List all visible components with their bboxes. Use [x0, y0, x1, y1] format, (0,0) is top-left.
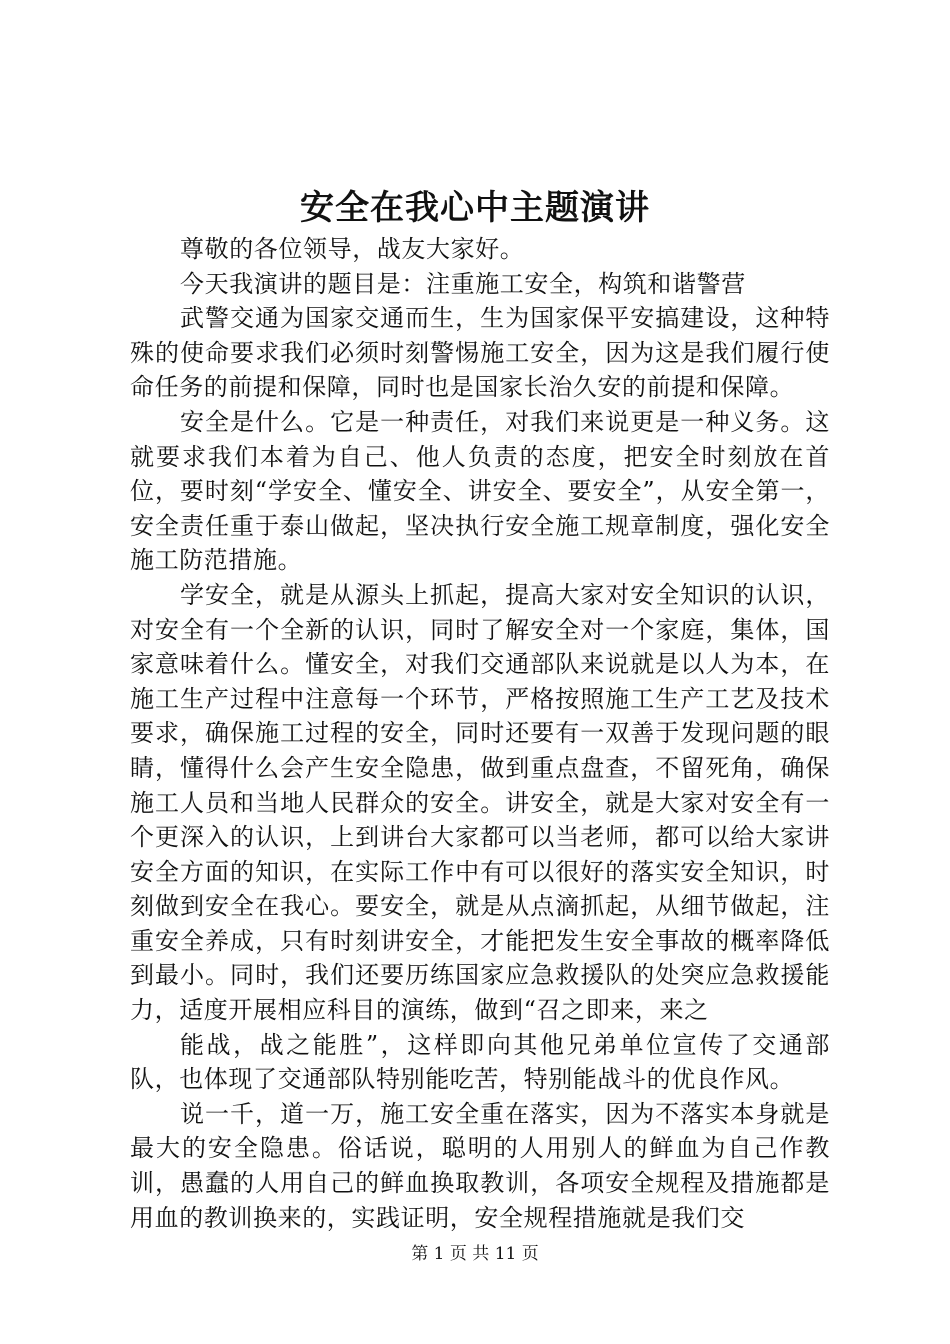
document-body	[130, 232, 830, 1235]
document-title: 安全在我心中主题演讲	[300, 188, 650, 228]
paragraph-greeting: 尊敬的各位领导，战友大家好。	[180, 235, 525, 263]
page-number-footer: 第 1 页 共 11 页	[411, 1244, 539, 1264]
paragraph-what-is-safety: 安全是什么。它是一种责任，对我们来说更是一种义务。这就要求我们本着为自己、他人负责的态度，把安全时刻放在首位，要时刻“学安全、懂安全、讲安全、要安全”，从安全第一，安全责任重于泰山做起，坚决执行安全施工规章制度，强化安全施工防范措施。	[130, 407, 830, 575]
paragraph-mission: 武警交通为国家交通而生，生为国家保平安搞建设，这种特殊的使命要求我们必须时刻警惕施工安全，因为这是我们履行使命任务的前提和保障，同时也是国家长治久安的前提和保障。	[130, 304, 830, 402]
paragraph-capable-of-fighting: 能战，战之能胜”，这样即向其他兄弟单位宣传了交通部队，也体现了交通部队特别能吃苦，特别能战斗的优良作风。	[130, 1030, 830, 1094]
paragraph-implementation: 说一千，道一万，施工安全重在落实，因为不落实本身就是最大的安全隐患。俗话说，聪明的人用别人的鲜血为自己作教训，愚蠢的人用自己的鲜血换取教训，各项安全规程及措施都是用血的教训换来的，实践证明，安全规程措施就是我们交	[130, 1099, 830, 1232]
paragraph-learn-safety: 学安全，就是从源头上抓起，提高大家对安全知识的认识，对安全有一个全新的认识，同时了解安全对一个家庭，集体，国家意味着什么。懂安全，对我们交通部队来说就是以人为本，在施工生产过程中注意每一个环节，严格按照施工生产工艺及技术要求，确保施工过程的安全，同时还要有一双善于发现问题的眼睛，懂得什么会产生安全隐患，做到重点盘查，不留死角，确保施工人员和当地人民群众的安全。讲安全，就是大家对安全有一个更深入的认识，上到讲台大家都可以当老师，都可以给大家讲安全方面的知识，在实际工作中有可以很好的落实安全知识，时刻做到安全在我心。要安全，就是从点滴抓起，从细节做起，注重安全养成，只有时刻讲安全，才能把发生安全事故的概率降低到最小。同时，我们还要历练国家应急救援队的处突应急救援能力，适度开展相应科目的演练，做到“召之即来，来之	[130, 580, 830, 1025]
paragraph-topic: 今天我演讲的题目是：注重施工安全，构筑和谐警营	[180, 269, 746, 298]
